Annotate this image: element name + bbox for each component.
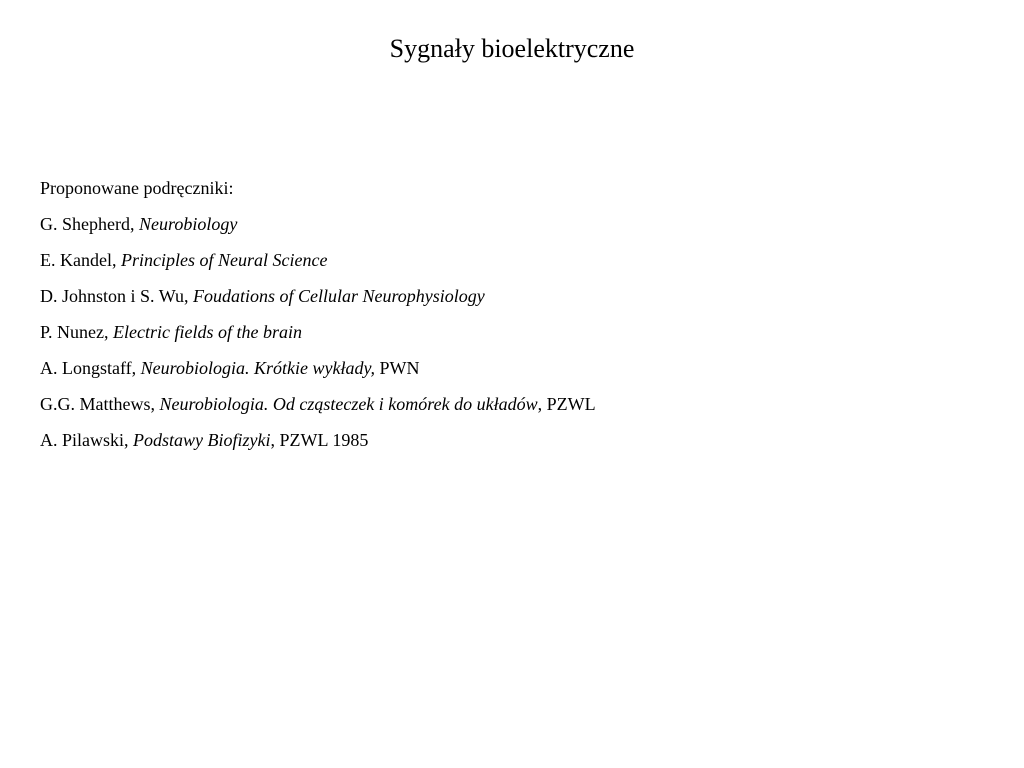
- reference-publisher: , PZWL: [537, 394, 596, 414]
- reference-book-title: Neurobiologia. Od cząsteczek i komórek do układów: [159, 394, 538, 414]
- reference-book-title: Foudations of Cellular Neurophysiology: [192, 286, 485, 306]
- reference-item-matthews: [40, 393, 980, 415]
- reference-author: E. Kandel,: [40, 250, 121, 270]
- reference-item-shepherd: [40, 213, 980, 235]
- slide-title: Sygnały bioelektryczne: [389, 34, 635, 63]
- reference-book-title: Principles of Neural Science: [120, 250, 328, 270]
- reference-book-title: Podstawy Biofizyki: [133, 430, 271, 450]
- reference-list: [40, 177, 980, 465]
- reference-item-pilawski: [40, 429, 980, 451]
- reference-author: D. Johnston i S. Wu,: [40, 286, 193, 306]
- reference-item-johnston-wu: [40, 285, 980, 307]
- reference-item-longstaff: [40, 357, 980, 379]
- reference-publisher: PWN: [374, 358, 420, 378]
- reference-publisher: , PZWL 1985: [270, 430, 369, 450]
- reference-book-title: Electric fields of the brain: [113, 322, 302, 342]
- reference-author: G. Shepherd,: [40, 214, 139, 234]
- reference-item-kandel: [40, 249, 980, 271]
- reference-item-nunez: [40, 321, 980, 343]
- reference-book-title: Neurobiology: [138, 214, 238, 234]
- textbooks-heading: Proponowane podręczniki:: [40, 178, 234, 198]
- reference-author: G.G. Matthews,: [40, 394, 160, 414]
- reference-author: A. Longstaff,: [40, 358, 141, 378]
- reference-book-title: Neurobiologia. Krótkie wykłady,: [140, 358, 375, 378]
- reference-author: A. Pilawski,: [40, 430, 134, 450]
- reference-author: P. Nunez,: [40, 322, 113, 342]
